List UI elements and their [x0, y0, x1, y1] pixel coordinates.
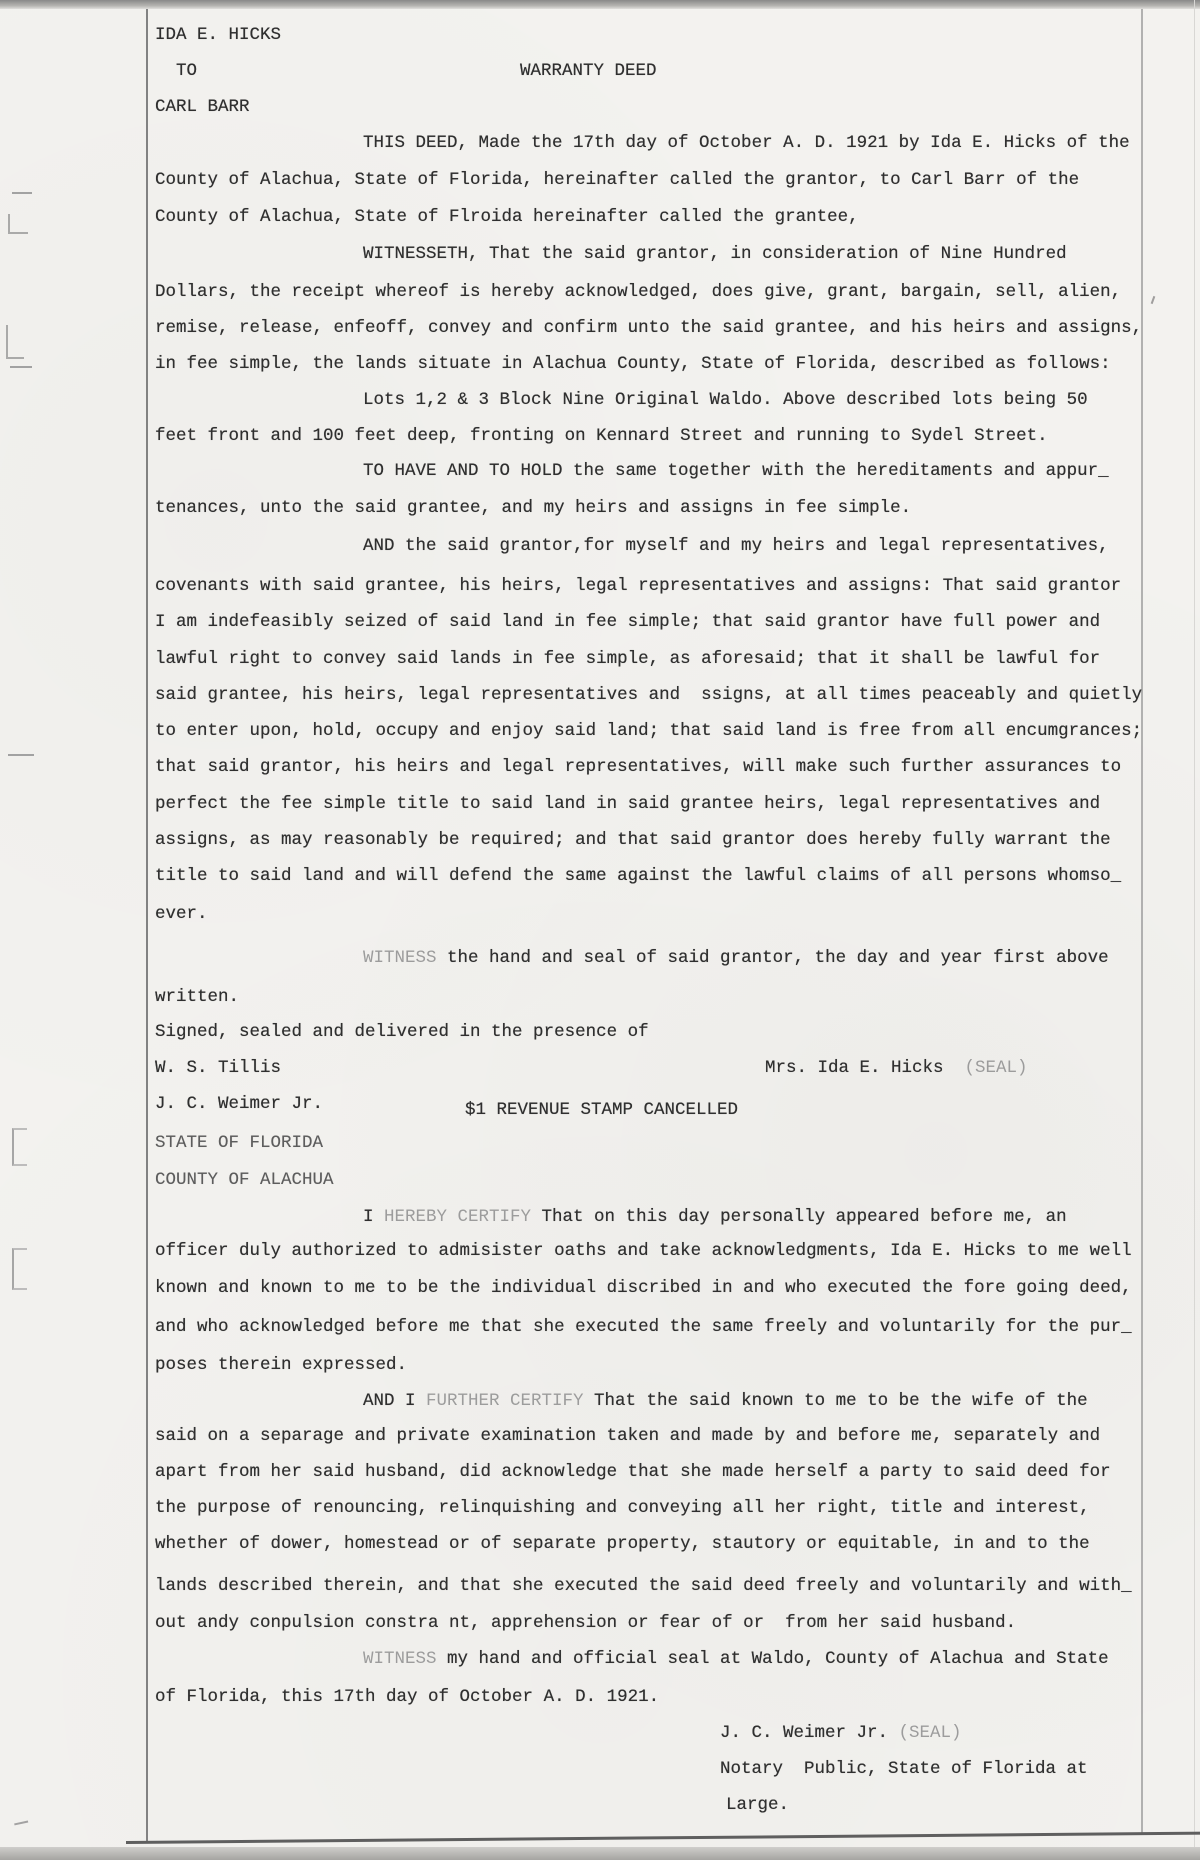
to-label: TO [176, 61, 198, 81]
line-text: That on this day personally appeared before me, an [531, 1207, 1067, 1227]
deed-line: written. [155, 987, 240, 1007]
witness-signature-1: W. S. Tillis [155, 1058, 282, 1078]
deed-line: tenances, unto the said grantee, and my heirs and assigns in fee simple. [155, 498, 912, 518]
faded-word: HEREBY CERTIFY [384, 1207, 532, 1227]
deed-line: covenants with said grantee, his heirs, legal representatives and assigns: That said grantor [155, 576, 1122, 596]
deed-line: lands described therein, and that she executed the said deed freely and voluntarily and with_ [155, 1576, 1132, 1596]
deed-line: in fee simple, the lands situate in Alachua County, State of Florida, described as follows: [155, 354, 1111, 374]
deed-line: remise, release, enfeoff, convey and confirm unto the said grantee, and his heirs and assigns, [155, 318, 1143, 338]
deed-line: poses therein expressed. [155, 1355, 408, 1375]
stray-ink-mark [1151, 296, 1156, 304]
margin-mark [8, 214, 28, 234]
margin-mark [14, 1819, 29, 1826]
scan-top-edge [0, 0, 1200, 9]
line-text: the hand and seal of said grantor, the day and year first above [436, 948, 1109, 968]
deed-line [363, 1648, 1109, 1670]
deed-line: known and known to me to be the individual discribed in and who executed the fore going deed, [155, 1278, 1132, 1298]
scan-bottom-edge-line [126, 1832, 1200, 1844]
left-margin-rule [146, 9, 148, 1843]
line-text: I [363, 1207, 385, 1227]
faded-word: WITNESS [363, 948, 437, 968]
state-heading: STATE OF FLORIDA [155, 1133, 324, 1153]
deed-line: assigns, as may reasonably be required; and that said grantor does hereby fully warrant the [155, 830, 1111, 850]
grantor-name: IDA E. HICKS [155, 25, 282, 45]
grantor-signature-seal [765, 1057, 1028, 1079]
deed-line: feet front and 100 feet deep, fronting on Kennard Street and running to Sydel Street. [155, 426, 1048, 446]
deed-line [363, 1206, 1067, 1228]
line-text: That the said known to me to be the wife of the [583, 1391, 1088, 1411]
notary-signature-seal [720, 1722, 962, 1744]
seal-label: (SEAL) [964, 1058, 1028, 1078]
deed-line: whether of dower, homestead or of separate property, stautory or equitable, in and to the [155, 1534, 1090, 1554]
margin-mark [12, 1128, 27, 1166]
deed-line: said grantee, his heirs, legal representatives and ssigns, at all times peaceably and quietly [155, 685, 1143, 705]
faded-word: WITNESS [363, 1649, 437, 1669]
county-heading: COUNTY OF ALACHUA [155, 1170, 334, 1190]
deed-line: AND the said grantor,for myself and my heirs and legal representatives, [363, 536, 1109, 556]
deed-line: lawful right to convey said lands in fee simple, as aforesaid; that it shall be lawful for [155, 649, 1101, 669]
seal-label: (SEAL) [898, 1723, 962, 1743]
deed-line: County of Alachua, State of Florida, hereinafter called the grantor, to Carl Barr of the [155, 170, 1080, 190]
deed-line: title to said land and will defend the same against the lawful claims of all persons whomso_ [155, 866, 1122, 886]
deed-line: County of Alachua, State of Flroida hereinafter called the grantee, [155, 207, 859, 227]
deed-line: apart from her said husband, did acknowledge that she made herself a party to said deed for [155, 1462, 1111, 1482]
deed-line: and who acknowledged before me that she executed the same freely and voluntarily for the pur_ [155, 1317, 1132, 1337]
deed-line [363, 947, 1109, 969]
deed-line: Signed, sealed and delivered in the presence of [155, 1022, 649, 1042]
deed-line: TO HAVE AND TO HOLD the same together with the hereditaments and appur_ [363, 461, 1109, 481]
margin-mark [8, 752, 34, 756]
notary-title-line-2: Large. [726, 1795, 790, 1815]
margin-mark [6, 325, 24, 359]
grantee-name: CARL BARR [155, 97, 250, 117]
deed-line: Lots 1,2 & 3 Block Nine Original Waldo. Above described lots being 50 [363, 390, 1088, 410]
deed-line: THIS DEED, Made the 17th day of October A. D. 1921 by Ida E. Hicks of the [363, 133, 1130, 153]
deed-line: WITNESSETH, That the said grantor, in consideration of Nine Hundred [363, 244, 1067, 264]
deed-line: out andy conpulsion constra nt, apprehension or fear of or from her said husband. [155, 1613, 1017, 1633]
deed-line: the purpose of renouncing, relinquishing and conveying all her right, title and interest, [155, 1498, 1090, 1518]
line-text: Mrs. Ida E. Hicks [765, 1058, 965, 1078]
deed-line: to enter upon, hold, occupy and enjoy said land; that said land is free from all encumgrances; [155, 721, 1143, 741]
line-text: J. C. Weimer Jr. [720, 1723, 899, 1743]
deed-line: I am indefeasibly seized of said land in fee simple; that said grantor have full power and [155, 612, 1101, 632]
deed-line: of Florida, this 17th day of October A. D. 1921. [155, 1687, 660, 1707]
deed-line: perfect the fee simple title to said land in said grantee heirs, legal representatives and [155, 794, 1101, 814]
margin-mark [12, 190, 32, 194]
deed-line: ever. [155, 904, 208, 924]
scan-bottom-shade [0, 1847, 1200, 1860]
margin-mark [10, 364, 32, 368]
right-page-edge [1194, 0, 1195, 1860]
deed-line: that said grantor, his heirs and legal representatives, will make such further assurances to [155, 757, 1122, 777]
deed-line: Dollars, the receipt whereof is hereby acknowledged, does give, grant, bargain, sell, alien, [155, 282, 1122, 302]
deed-line: said on a separage and private examination taken and made by and before me, separately and [155, 1426, 1101, 1446]
deed-line: officer duly authorized to admisister oaths and take acknowledgments, Ida E. Hicks to me well [155, 1241, 1132, 1261]
line-text: my hand and official seal at Waldo, County of Alachua and State [436, 1649, 1109, 1669]
deed-line [363, 1390, 1088, 1412]
line-text: AND I [363, 1391, 427, 1411]
faded-word: FURTHER CERTIFY [426, 1391, 584, 1411]
right-margin-rule [1141, 9, 1143, 1835]
deed-title: WARRANTY DEED [520, 61, 657, 81]
margin-mark [12, 1248, 27, 1290]
notary-title-line-1: Notary Public, State of Florida at [720, 1759, 1088, 1779]
revenue-stamp-line: $1 REVENUE STAMP CANCELLED [465, 1100, 739, 1120]
witness-signature-2: J. C. Weimer Jr. [155, 1094, 324, 1114]
